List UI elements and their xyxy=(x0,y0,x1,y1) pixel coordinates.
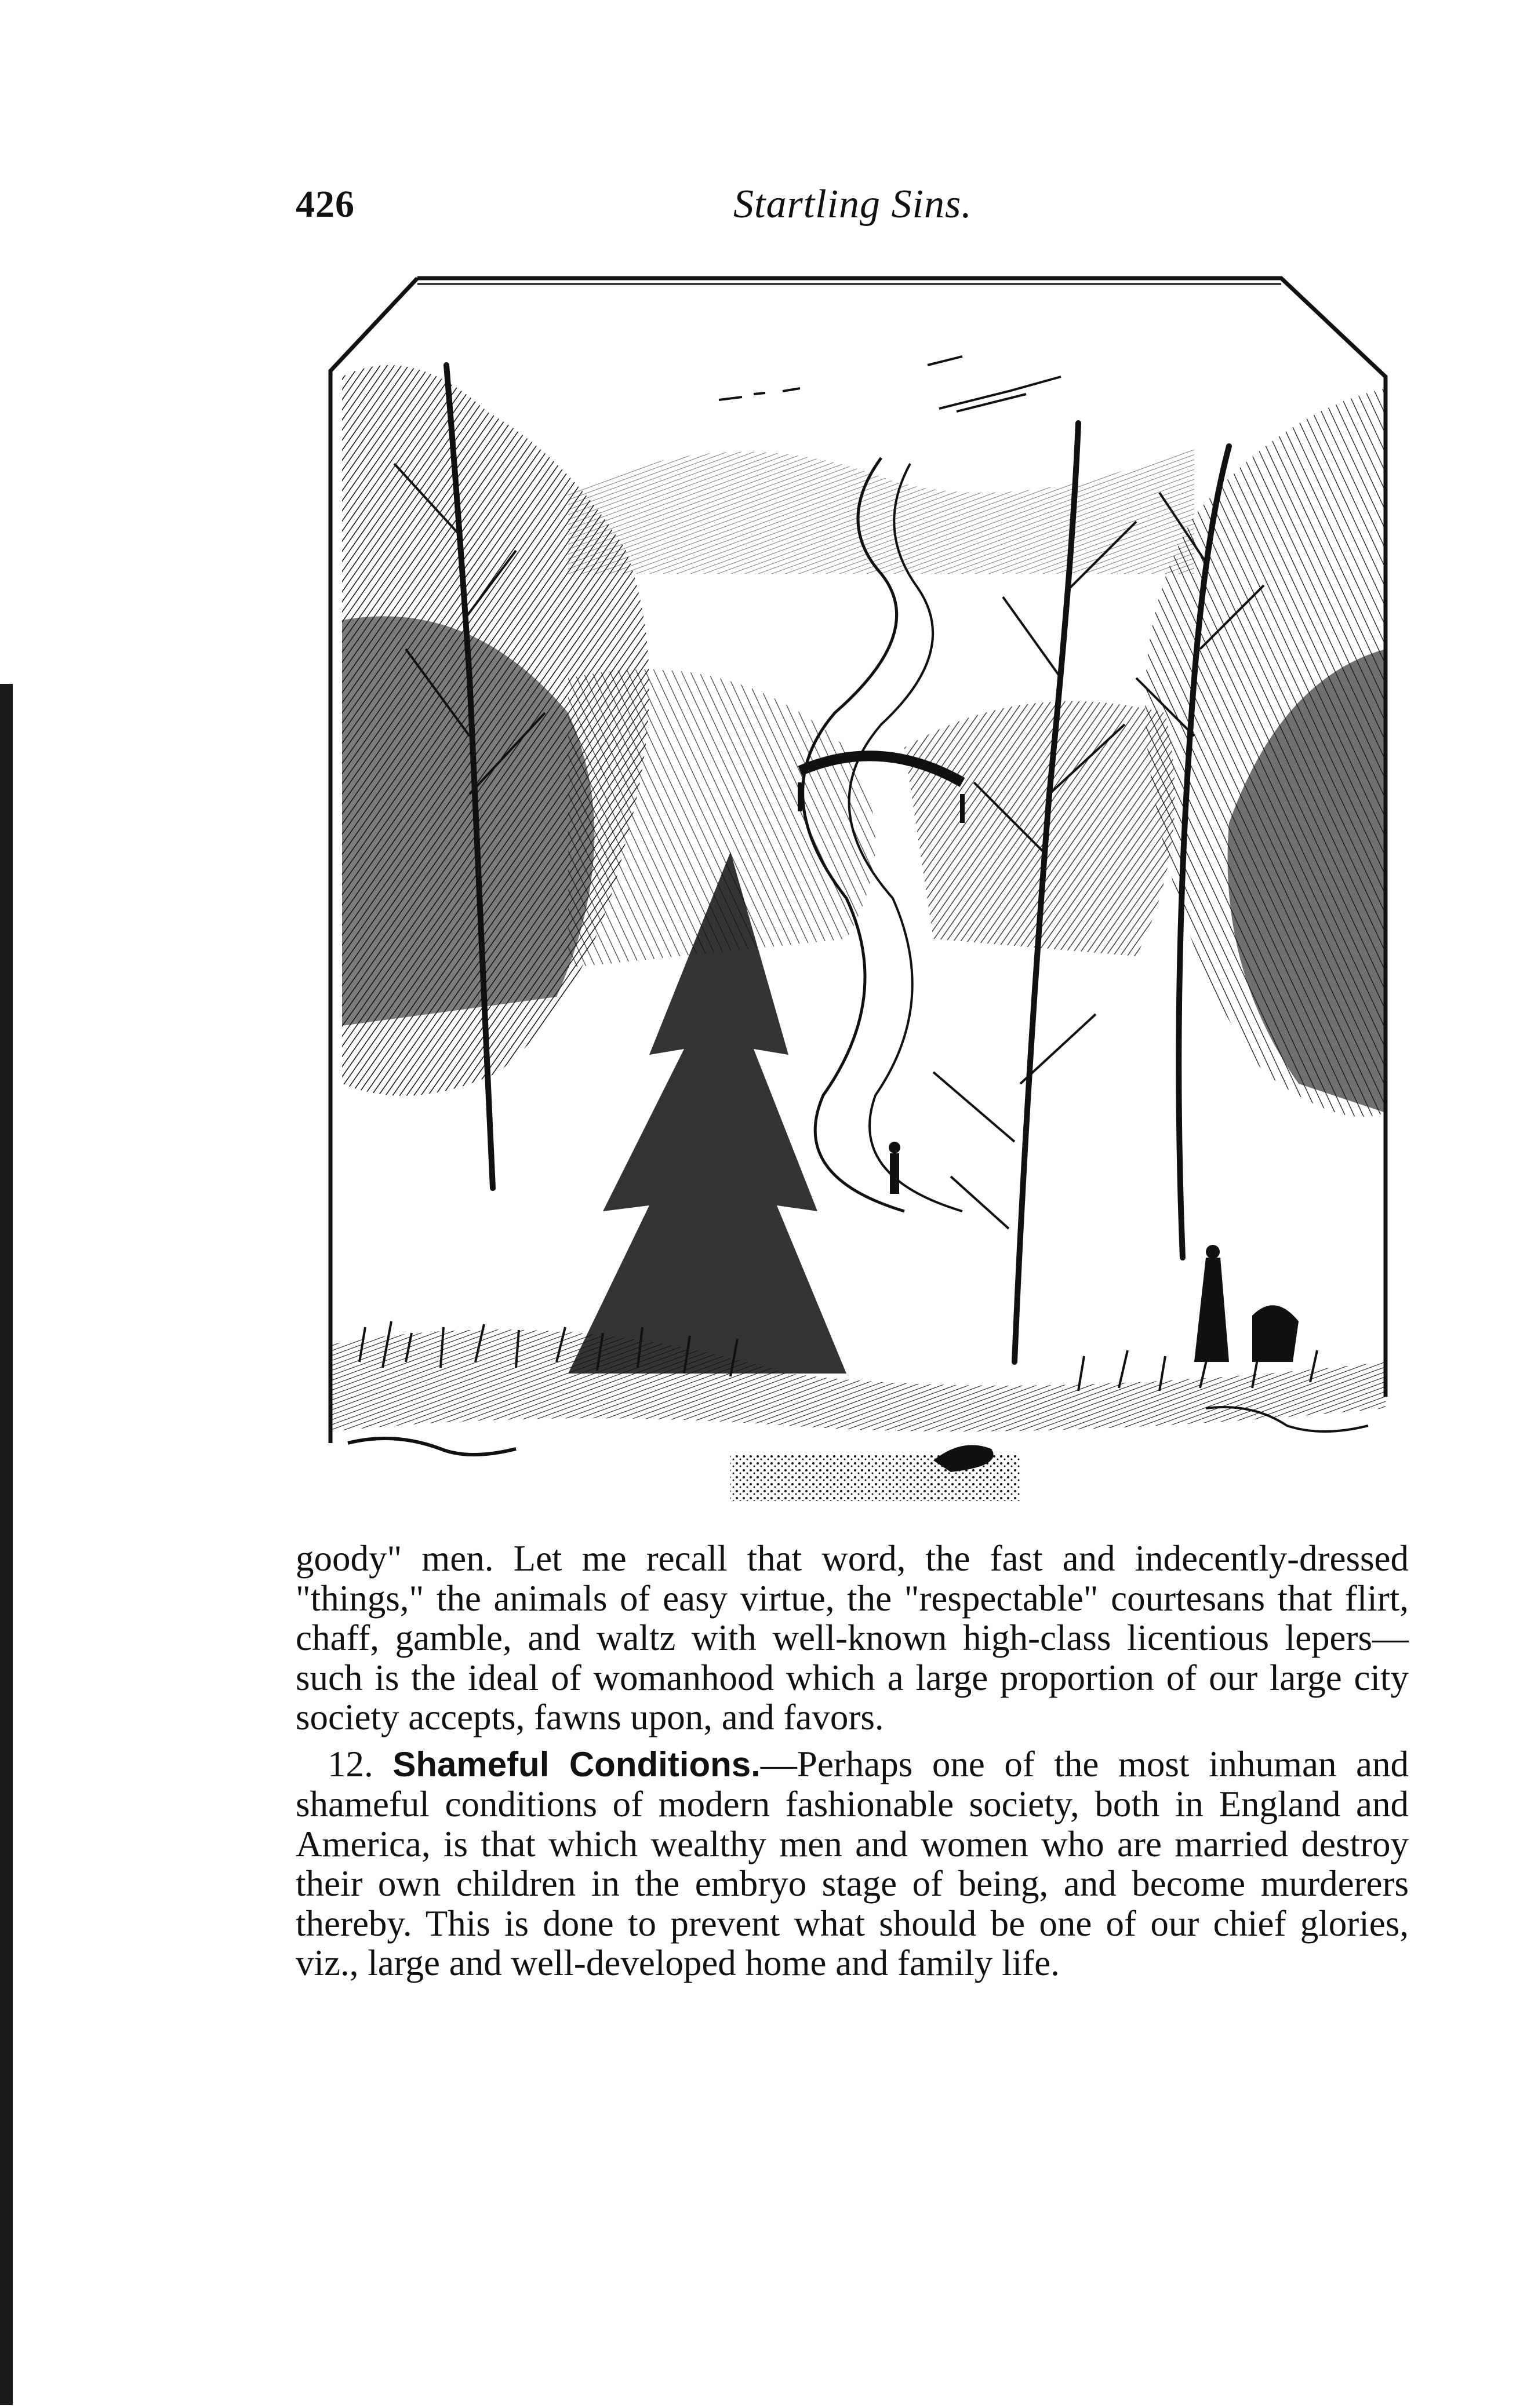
paragraph-2-text: —Perhaps one of the most inhuman and shameful conditions of modern fashionable society, both in England and America, is that which wealthy men and women who are married destroy their own children in the embryo stage of being, and become murderers thereby. This is done to prevent what should be one of our chief glories, viz., large and well-developed home and family life. xyxy=(296,1743,1409,1983)
paragraph-2 xyxy=(296,1744,1409,1983)
paragraph-1: goody" men. Let me recall that word, the fast and indecently-dressed "things," the animals of easy virtue, the "respectable" courtesans that flirt, chaff, gamble, and waltz with well-known high-class licentious lepers—such is the ideal of womanhood which a large proportion of our large city society accepts, fawns upon, and favors. xyxy=(296,1538,1409,1737)
section-number: 12. xyxy=(328,1743,373,1784)
engraving-illustration xyxy=(325,272,1403,1536)
scan-edge-shadow xyxy=(0,684,13,2405)
section-heading: Shameful Conditions. xyxy=(392,1744,761,1784)
woodland-ravine-engraving xyxy=(325,272,1403,1536)
figures xyxy=(889,1142,1299,1362)
page-number: 426 xyxy=(296,183,355,225)
running-title: Startling Sins. xyxy=(733,182,972,227)
body-text xyxy=(296,1539,1409,1983)
running-header xyxy=(296,183,1409,246)
